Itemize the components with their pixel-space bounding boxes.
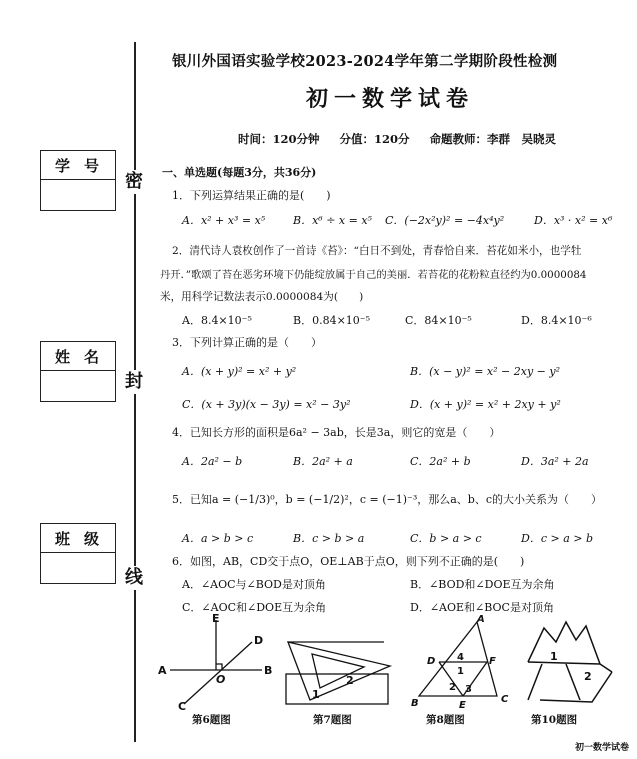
page-footer: 初一数学试卷: [574, 743, 629, 753]
class-box: [40, 523, 116, 584]
q3-option-d[interactable]: D．(x + y)² = x² + 2xy + y²: [410, 398, 561, 411]
class-blank[interactable]: [41, 553, 115, 583]
q2-option-c[interactable]: C．84×10⁻⁵: [405, 314, 472, 327]
student-id-box: [40, 150, 116, 211]
right-angle-mark: [216, 664, 222, 670]
q3-stem: 3．下列计算正确的是（ ）: [172, 336, 322, 349]
q5-stem: 5．已知a = (−1/3)⁰，b = (−1/2)²，c = (−1)⁻³，那么a、b、c的大小关系为（ ）: [172, 493, 602, 506]
q4-option-d[interactable]: D．3a² + 2a: [521, 455, 589, 468]
q5-option-a[interactable]: A．a > b > c: [182, 532, 254, 545]
strip-bottom: [540, 672, 612, 702]
q2-option-b[interactable]: B．0.84×10⁻⁵: [293, 314, 371, 327]
exam-time: 时间：120分钟: [238, 132, 320, 146]
q5-option-d[interactable]: D．c > a > b: [521, 532, 593, 545]
q2-line2: 丹开．”歌颂了苔在恶劣环境下仍能绽放属于自己的美丽．若苔花的花粉粒直径约为0.0000084: [160, 269, 587, 281]
exam-score: 分值：120分: [339, 132, 410, 146]
q3-option-c[interactable]: C．(x + 3y)(x − 3y) = x² − 3y²: [182, 398, 351, 411]
section-title: 一、单选题(每题3分，共36分): [162, 166, 317, 179]
fig8-label-2: 2: [449, 682, 456, 693]
q4-option-b[interactable]: B．2a² + a: [293, 455, 353, 468]
fig8-label-a: A: [477, 614, 485, 625]
fold-line-top: [528, 662, 600, 664]
fig8-label-4: 4: [457, 652, 464, 663]
fig8-label-1: 1: [457, 666, 464, 677]
q6-option-b[interactable]: B．∠BOD和∠DOE互为余角: [410, 578, 555, 591]
student-id-blank[interactable]: [41, 180, 115, 210]
exam-meta: [238, 131, 572, 147]
q3-option-a[interactable]: A．(x + y)² = x² + y²: [182, 365, 297, 378]
fig8-label-f: F: [489, 656, 496, 667]
triangle-outer: [288, 642, 390, 700]
fig6-label-e: E: [212, 612, 220, 625]
q1-option-d[interactable]: D．x³ · x² = x⁶: [534, 214, 613, 227]
q2-option-d[interactable]: D．8.4×10⁻⁶: [521, 314, 592, 327]
fig10-label-2: 2: [584, 670, 592, 683]
seal-char-3: 线: [125, 567, 143, 588]
class-label: 班级: [41, 524, 115, 553]
fig8-label-e: E: [459, 700, 466, 711]
triangle-inner: [312, 654, 364, 688]
fig8-label-d: D: [427, 656, 436, 667]
fig7-label-2: 2: [346, 674, 354, 687]
q6-option-a[interactable]: A．∠AOC与∠BOD是对顶角: [182, 578, 326, 591]
q5-option-c[interactable]: C．b > a > c: [410, 532, 482, 545]
fig8-label-3: 3: [465, 684, 472, 695]
fig6-label-o: O: [216, 673, 226, 686]
q5-option-b[interactable]: B．c > b > a: [293, 532, 365, 545]
fig6-label-a: A: [158, 664, 167, 677]
figure-10: [520, 612, 628, 712]
q4-option-a[interactable]: A．2a² − b: [182, 455, 243, 468]
figure-8-caption: 第8题图: [426, 714, 465, 726]
seal-char-2: 封: [125, 371, 143, 392]
school-name: 银川外国语实验学校2023-2024学年第二学期阶段性检测: [172, 53, 558, 70]
figure-7-caption: 第7题图: [313, 714, 352, 726]
student-id-label: 学号: [41, 151, 115, 180]
figure-6-caption: 第6题图: [192, 714, 231, 726]
fig6-label-d: D: [254, 634, 264, 647]
exam-title: 初一数学试卷: [306, 86, 475, 112]
fig7-label-1: 1: [312, 688, 320, 701]
fig6-label-c: C: [178, 700, 187, 712]
exam-author: 命题教师：李群 吴晓灵: [429, 132, 557, 146]
q4-stem: 4．已知长方形的面积是6a² − 3ab，长是3a，则它的宽是（ ）: [172, 426, 501, 439]
figure-8: [405, 612, 515, 712]
strip-left: [528, 664, 542, 700]
figure-7: [280, 612, 400, 712]
q6-stem: 6．如图，AB，CD交于点O，OE⊥AB于点O，则下列不正确的是( ): [172, 555, 525, 568]
q1-stem: 1．下列运算结果正确的是( ): [172, 189, 331, 202]
q2-line1: 2．清代诗人袁枚创作了一首诗《苔》：“白日不到处，青春恰自来．苔花如米小，也学牡: [172, 245, 582, 257]
fig10-label-1: 1: [550, 650, 558, 663]
q4-option-c[interactable]: C．2a² + b: [410, 455, 471, 468]
q6-option-d[interactable]: D．∠AOE和∠BOC是对顶角: [410, 601, 554, 614]
fig8-label-c: C: [501, 694, 509, 705]
q1-option-b[interactable]: B．x⁶ ÷ x = x⁵: [293, 214, 372, 227]
q3-option-b[interactable]: B．(x − y)² = x² − 2xy − y²: [410, 365, 560, 378]
q1-option-a[interactable]: A．x² + x³ = x⁵: [182, 214, 266, 227]
fig6-label-b: B: [264, 664, 273, 677]
q1-option-c[interactable]: C．(−2x²y)² = −4x⁴y²: [385, 214, 505, 227]
strip-fold: [600, 664, 612, 672]
student-name-blank[interactable]: [41, 371, 115, 401]
figure-10-caption: 第10题图: [531, 714, 578, 726]
torn-top: [528, 622, 600, 664]
crease: [566, 664, 580, 700]
seal-char-1: 密: [125, 171, 143, 192]
figure-6: [150, 612, 280, 712]
q6-option-c[interactable]: C．∠AOC和∠DOE互为余角: [182, 601, 327, 614]
fig8-label-b: B: [411, 698, 419, 709]
student-name-label: 姓名: [41, 342, 115, 371]
q2-option-a[interactable]: A．8.4×10⁻⁵: [182, 314, 252, 327]
q2-line3: 米，用科学记数法表示0.0000084为( ): [160, 291, 364, 303]
student-name-box: [40, 341, 116, 402]
